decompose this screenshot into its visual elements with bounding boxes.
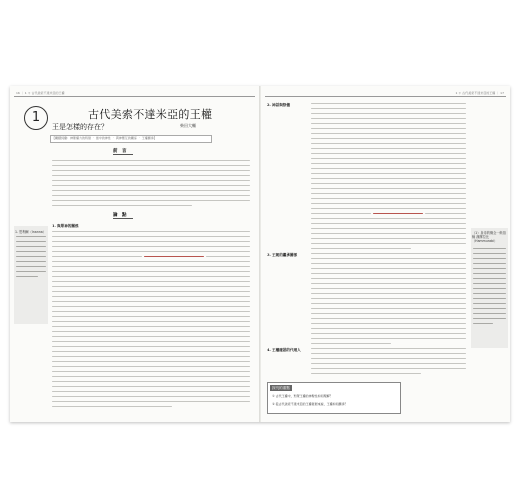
text-line [311, 183, 466, 184]
text-line [52, 371, 250, 372]
text-line [52, 200, 250, 201]
right-page [261, 86, 510, 422]
text-line [52, 190, 250, 191]
text-line [52, 286, 250, 287]
text-line [311, 283, 466, 284]
text-line [311, 223, 466, 224]
text-line [311, 143, 466, 144]
text-line [311, 358, 466, 359]
text-line [52, 195, 250, 196]
text-line [52, 266, 250, 267]
text-line [311, 243, 466, 244]
text-line [311, 208, 466, 209]
text-line [311, 348, 466, 349]
text-line [311, 218, 466, 219]
text-line [52, 401, 250, 402]
text-line [52, 326, 250, 327]
text-line [52, 386, 250, 387]
text-line [311, 158, 466, 159]
text-line [52, 241, 250, 242]
book-spread [10, 86, 510, 422]
text-line [311, 253, 466, 254]
author-name: 柴田大輔 [180, 123, 196, 128]
text-line [52, 281, 250, 282]
header-rule [265, 96, 506, 97]
text-line [52, 185, 250, 186]
text-line [52, 246, 250, 247]
text-line [206, 256, 250, 257]
text-line [311, 238, 466, 239]
text-line [311, 148, 466, 149]
text-line [52, 271, 250, 272]
text-line [311, 248, 411, 249]
text-line [52, 296, 250, 297]
text-line [311, 128, 466, 129]
section-preface-underline [113, 154, 133, 155]
text-line [52, 331, 250, 332]
text-line [311, 288, 466, 289]
text-line [311, 328, 466, 329]
text-line [311, 353, 466, 354]
text-line [311, 333, 466, 334]
text-line [52, 321, 250, 322]
text-line [311, 113, 466, 114]
text-line [52, 301, 250, 302]
text-line [52, 396, 250, 397]
text-line [52, 175, 250, 176]
text-line [311, 123, 466, 124]
study-question-2: ② 從古代美索不達米亞的王權發展來看，王權如何繼承？ [272, 402, 348, 406]
section-discussion-underline [113, 218, 133, 219]
text-line [52, 356, 250, 357]
text-line [311, 298, 466, 299]
text-line [311, 103, 466, 104]
chapter-subtitle: 王是怎樣的存在？ [52, 123, 108, 131]
text-line [52, 165, 250, 166]
text-line [311, 188, 466, 189]
text-line [311, 343, 391, 344]
text-line [52, 160, 250, 161]
text-line [52, 381, 250, 382]
study-points-title: 探究的重點 [272, 385, 290, 390]
text-line [311, 198, 466, 199]
text-line [52, 261, 250, 262]
subsection-heading-1: 1. 與眾神的關係 [52, 224, 79, 228]
text-line [311, 233, 466, 234]
text-line [311, 363, 466, 364]
subsection-heading-4: 4. 王權確認的代理人 [267, 348, 301, 352]
text-line [311, 203, 466, 204]
text-line [311, 228, 466, 229]
text-line [311, 213, 371, 214]
text-line [52, 316, 250, 317]
section-preface-heading: 前 言 [113, 149, 127, 154]
text-line [311, 168, 466, 169]
text-line [311, 118, 466, 119]
side-note-label: 1. 恩利爾（Inanna） [15, 230, 46, 234]
text-line [52, 376, 250, 377]
subsection-heading-3: 3. 王朝的繼承關係 [267, 253, 298, 257]
text-line [311, 258, 466, 259]
text-line [311, 278, 466, 279]
text-line [52, 406, 172, 407]
text-line [311, 308, 466, 309]
text-line [52, 291, 250, 292]
text-line [52, 361, 250, 362]
text-line [311, 268, 466, 269]
text-line [52, 231, 250, 232]
text-line [311, 293, 466, 294]
study-question-1: ① 古代王權中，對眾王權的神聖性如何理解？ [272, 394, 333, 398]
text-line [52, 366, 250, 367]
text-line [311, 273, 466, 274]
left-running-head: 16 ｜ 1 ＊ 古代美索不達米亞的王權 [16, 91, 65, 95]
text-line [311, 338, 466, 339]
chapter-number-badge: 1 [24, 106, 48, 130]
text-line [311, 138, 466, 139]
chapter-title: 古代美索不達米亞的王權 [88, 108, 213, 121]
text-line [52, 256, 142, 257]
text-line [311, 108, 466, 109]
header-rule [14, 96, 255, 97]
text-line [52, 251, 250, 252]
text-line [52, 346, 250, 347]
right-running-head: 1 ＊ 古代美索不達米亞的王權 ｜ 17 [455, 91, 504, 95]
text-line [425, 213, 466, 214]
text-line [311, 303, 466, 304]
text-line [311, 263, 466, 264]
section-discussion-heading: 論 點 [113, 213, 127, 218]
text-line [52, 170, 250, 171]
text-line [52, 236, 250, 237]
text-line [311, 163, 466, 164]
text-line [311, 313, 466, 314]
study-points-box [267, 382, 401, 414]
text-line [311, 173, 466, 174]
text-line [52, 351, 250, 352]
text-line [311, 318, 466, 319]
text-line [52, 306, 250, 307]
text-line [52, 341, 250, 342]
text-line [311, 133, 466, 134]
highlight-text-line [144, 256, 204, 257]
highlight-text-line [373, 213, 423, 214]
text-line [311, 178, 466, 179]
text-line [311, 323, 466, 324]
text-line [52, 391, 250, 392]
text-line [311, 193, 466, 194]
text-line [52, 276, 250, 277]
text-line [52, 336, 250, 337]
left-page [10, 86, 259, 422]
text-line [311, 153, 466, 154]
side-note-label: （1）皇帝的概念一般指稱 漢摩拉比（Hammurabi） [472, 231, 506, 243]
subsection-heading-2: 2. 神話與祭儀 [267, 103, 290, 107]
keywords-text: 【關鍵詞彙：神聖權力的特徵 ‧ 當中的神性 ‧ 與神應互的關係 ‧ 王權繼承】 [52, 136, 157, 140]
text-line [52, 311, 250, 312]
text-line [52, 180, 250, 181]
text-line [311, 373, 421, 374]
text-line [311, 368, 466, 369]
text-line [52, 205, 192, 206]
